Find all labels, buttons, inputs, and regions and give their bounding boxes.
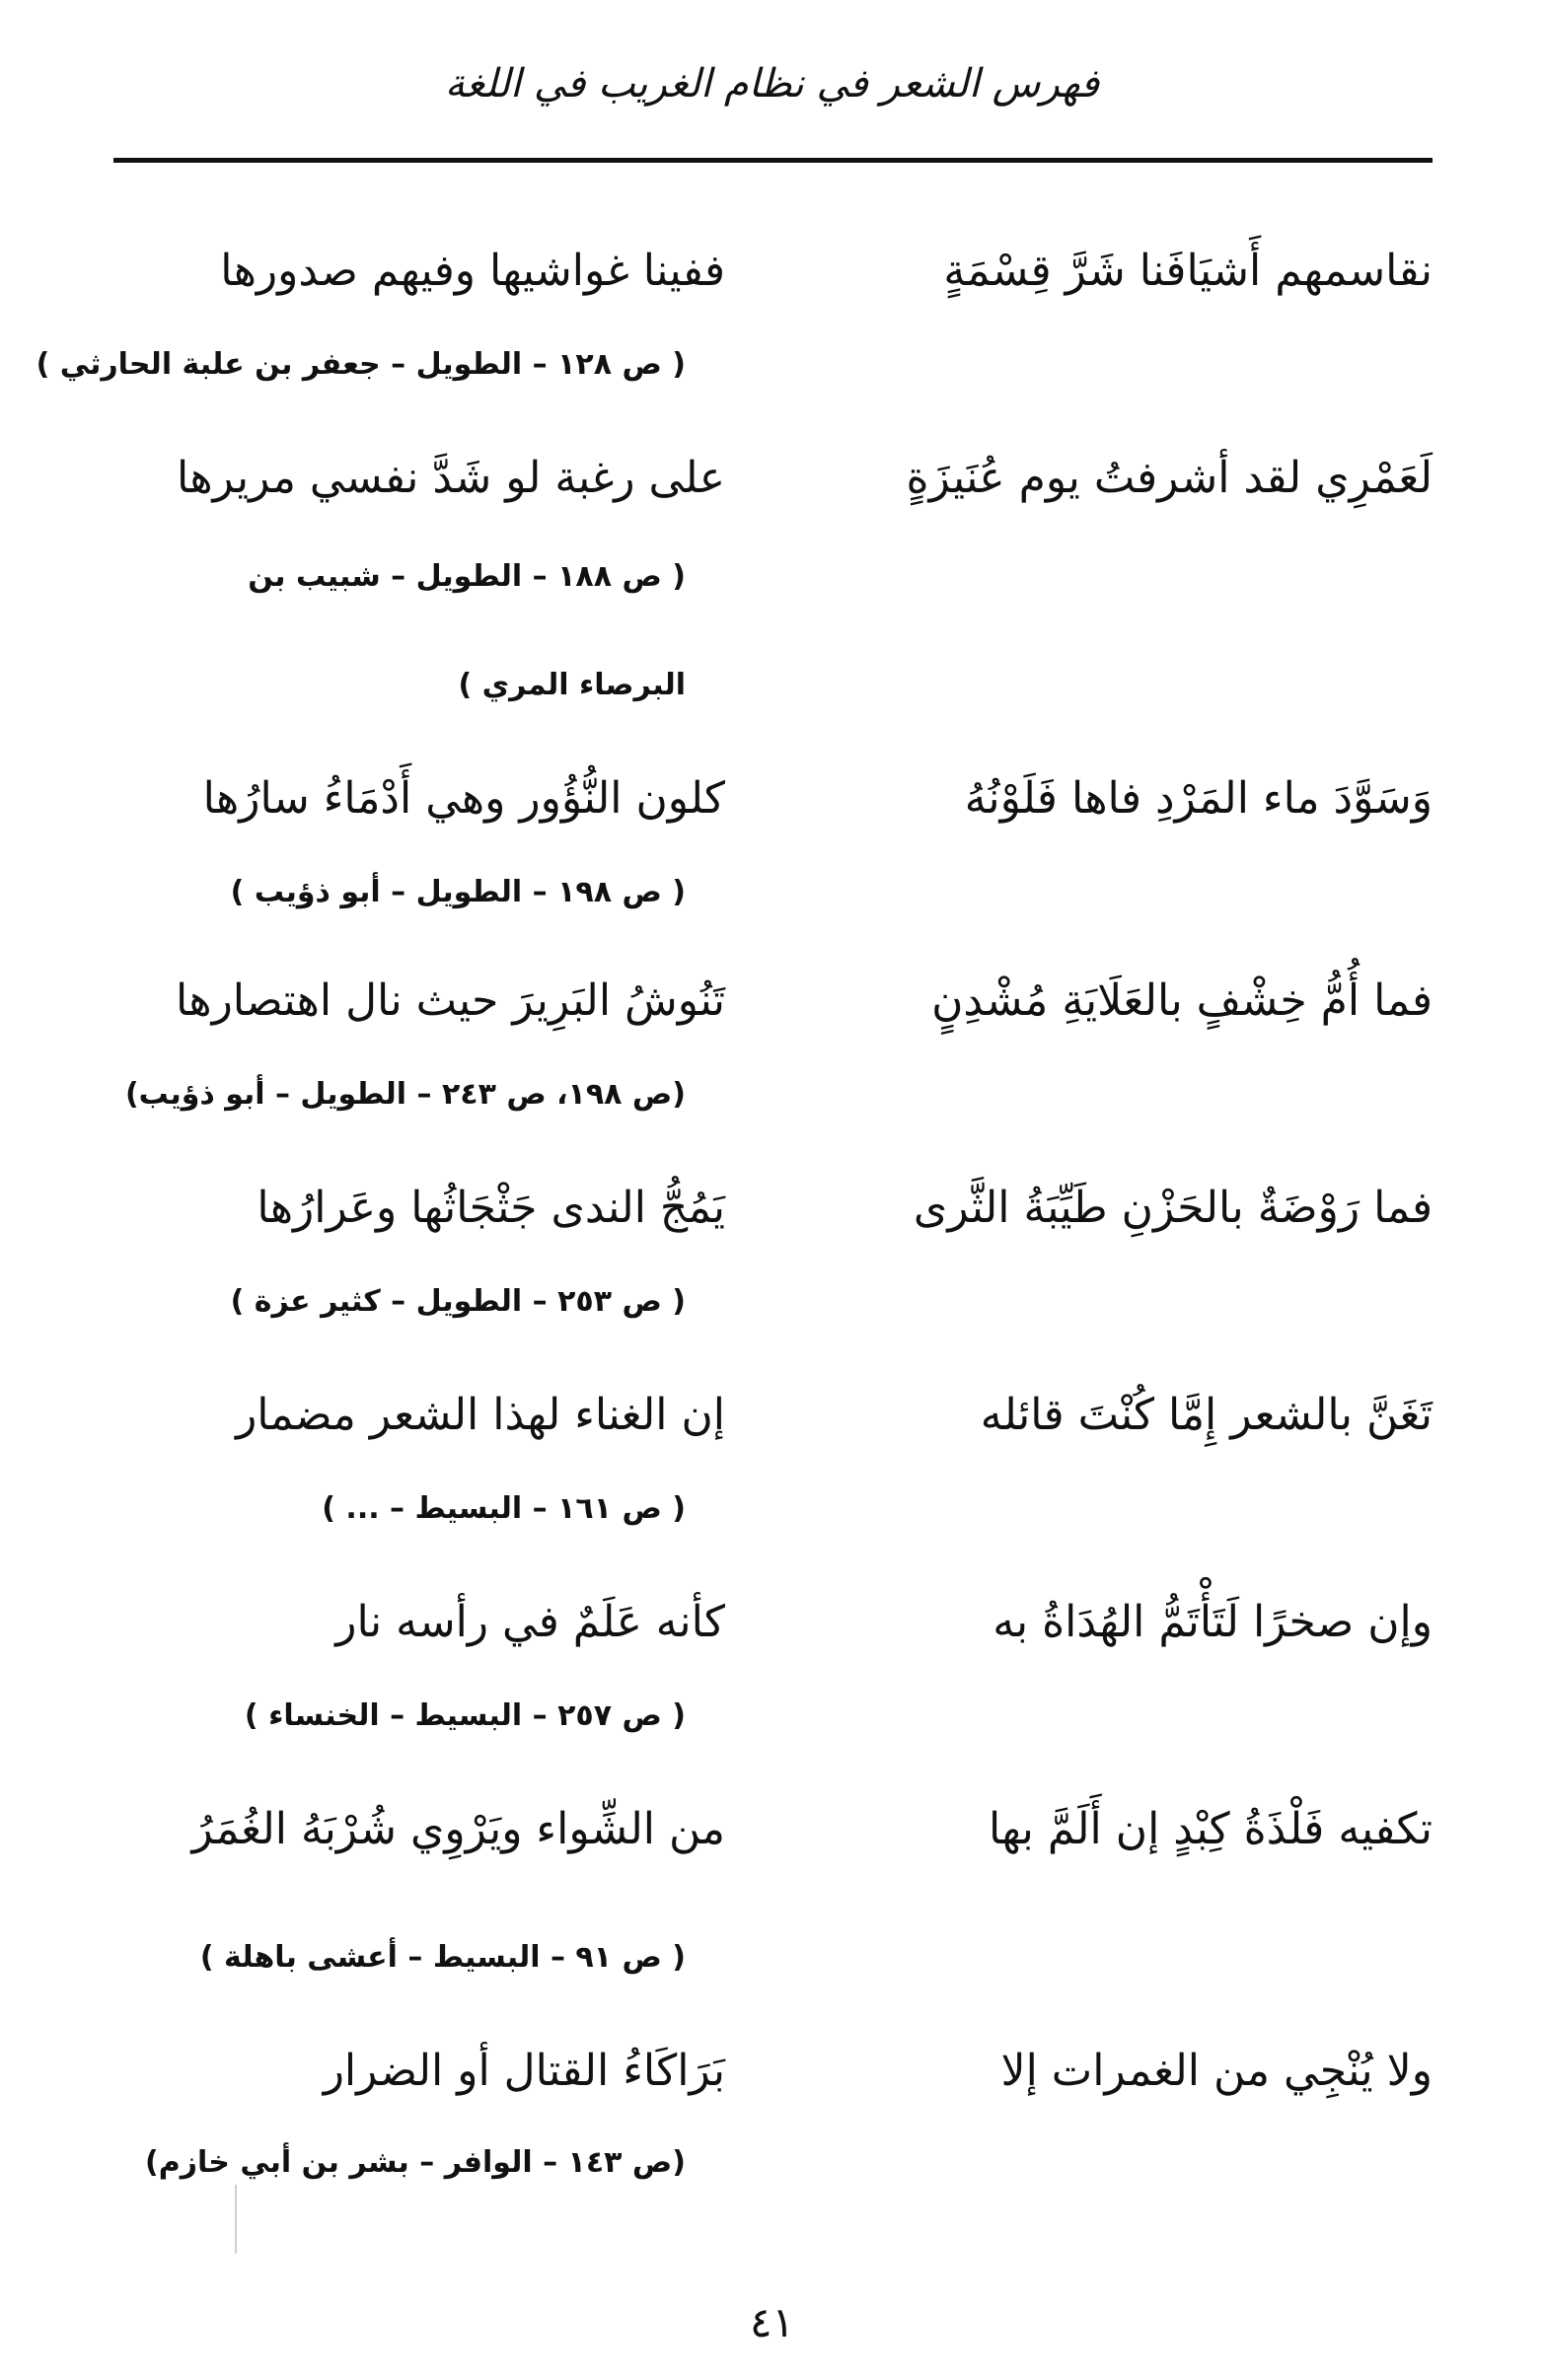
verse-line	[113, 962, 1433, 1041]
verse-first-hemistich: وَسَوَّدَ ماء المَرْدِ فاها فَلَوْنُهُ	[964, 773, 1433, 824]
verse-line	[113, 1790, 1433, 1869]
verse-first-hemistich: فما أُمُّ خِشْفٍ بالعَلَايَةِ مُشْدِنٍ	[931, 975, 1433, 1026]
verse-citation: (ص ١٩٨، ص ٢٤٣ – الطويل – أبو ذؤيب)	[124, 1077, 686, 1112]
verse-line	[113, 439, 1433, 518]
verse-citation: ( ص ١٢٨ – الطويل – جعفر بن علبة الحارثي )	[36, 347, 686, 382]
verse-first-hemistich: وإن صخرًا لَتَأْتَمُّ الهُدَاةُ به	[993, 1597, 1433, 1647]
verse-second-hemistich: إن الغناء لهذا الشعر مضمار	[236, 1390, 725, 1440]
running-header: فهرس الشعر في نظام الغريب في اللغة	[444, 61, 1100, 107]
verse-citation: (ص ١٤٣ – الوافر – بشر بن أبي خازم)	[145, 2145, 686, 2180]
verse-second-hemistich: كأنه عَلَمٌ في رأسه نار	[335, 1597, 725, 1647]
verse-citation-continued: البرصاء المري )	[458, 668, 686, 702]
verse-line	[113, 1376, 1433, 1455]
verse-second-hemistich: على رغبة لو شَدَّ نفسي مريرها	[176, 453, 725, 503]
verse-citation: ( ص ١٦١ – البسيط – ... )	[322, 1491, 686, 1526]
verse-second-hemistich: بَرَاكَاءُ القتال أو الضرار	[323, 2046, 725, 2096]
verse-line	[113, 1169, 1433, 1248]
verse-second-hemistich: يَمُجُّ الندى جَثْجَاثُها وعَرارُها	[257, 1183, 725, 1233]
verse-line	[113, 2032, 1433, 2111]
verse-second-hemistich: من الشِّواء ويَرْوِي شُرْبَهُ الغُمَرُ	[191, 1804, 725, 1854]
verse-first-hemistich: فما رَوْضَةٌ بالحَزْنِ طَيِّبَةُ الثَّرى	[913, 1183, 1433, 1233]
verse-first-hemistich: نقاسمهم أَشيَافَنا شَرَّ قِسْمَةٍ	[943, 246, 1433, 296]
verse-first-hemistich: ولا يُنْجِي من الغمرات إلا	[1000, 2046, 1433, 2096]
verse-first-hemistich: تَغَنَّ بالشعر إِمَّا كُنْتَ قائله	[980, 1390, 1433, 1440]
verse-second-hemistich: ففينا غواشيها وفيهم صدورها	[220, 246, 725, 296]
verse-citation: ( ص ٢٥٣ – الطويل – كثير عزة )	[230, 1284, 686, 1319]
verse-citation: ( ص ١٨٨ – الطويل – شبيب بن	[248, 559, 686, 594]
scan-margin-mark	[235, 2185, 237, 2254]
verse-second-hemistich: كلون النُّؤُور وهي أَدْمَاءُ سارُها	[202, 773, 725, 824]
verse-citation: ( ص ٩١ – البسيط – أعشى باهلة )	[199, 1940, 686, 1975]
verse-line	[113, 1583, 1433, 1662]
verse-line	[113, 232, 1433, 311]
verse-line	[113, 759, 1433, 838]
verse-citation: ( ص ٢٥٧ – البسيط – الخنساء )	[244, 1698, 686, 1733]
verse-first-hemistich: تكفيه فَلْذَةُ كِبْدٍ إن أَلَمَّ بها	[988, 1804, 1433, 1854]
verse-first-hemistich: لَعَمْرِي لقد أشرفتُ يوم عُنَيزَةٍ	[906, 453, 1433, 503]
verse-second-hemistich: تَنُوشُ البَرِيرَ حيث نال اهتصارها	[175, 975, 725, 1026]
page-number: ٤١	[749, 2298, 795, 2346]
header-rule	[113, 158, 1433, 163]
verse-citation: ( ص ١٩٨ – الطويل – أبو ذؤيب )	[230, 875, 686, 909]
